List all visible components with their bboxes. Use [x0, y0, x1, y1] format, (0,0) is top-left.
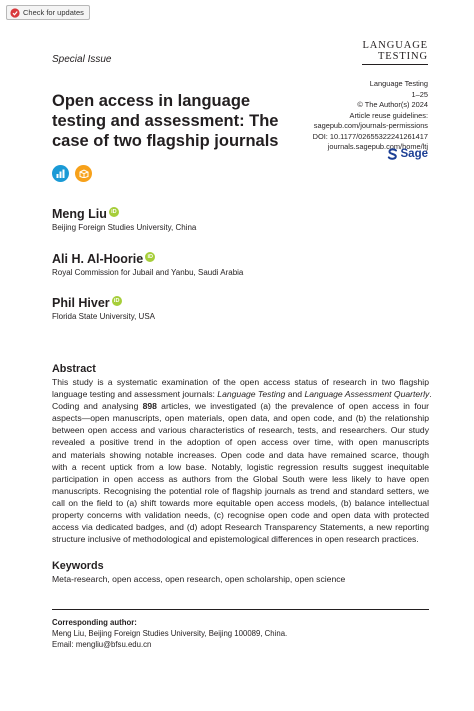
- author-affiliation: Beijing Foreign Studies University, China: [52, 223, 197, 232]
- orcid-icon[interactable]: iD: [145, 252, 155, 262]
- corresponding-email[interactable]: Email: mengliu@bfsu.edu.cn: [52, 640, 152, 649]
- open-materials-badge-icon[interactable]: [75, 165, 92, 182]
- abstract-text: [52, 376, 432, 545]
- title-line: Open access in language: [52, 92, 251, 110]
- meta-pages: 1–25: [411, 89, 428, 99]
- meta-reuse-link[interactable]: sagepub.com/journals-permissions: [313, 121, 428, 130]
- author-affiliation: Florida State University, USA: [52, 312, 155, 321]
- meta-doi[interactable]: DOI: 10.1177/02655322241261417: [312, 131, 428, 141]
- abstract-line: access via dedicated badges, and (d) adopt Research Transparency Statements, a new reporting: [52, 522, 429, 533]
- journal-logo: [362, 40, 428, 65]
- abstract-line: Coding and analysing 898 articles, we investigated (a) the prevalence of open access in four: [52, 401, 429, 412]
- abstract-line: structure inclusive of methodological and epistemological differences in open research practices.: [52, 534, 419, 545]
- author-name-text[interactable]: Meng Liu: [52, 207, 107, 221]
- abstract-line: manuscripts. Recognising the potential role of flagship journals as trend and standard setters, we: [52, 485, 429, 496]
- corresponding-heading: Corresponding author:: [52, 618, 137, 627]
- abstract-line: language testing and assessment journals: Language Testing and Language Assessment Quarterly.: [52, 389, 432, 400]
- abstract-line: and materials showing notable increases. Open code and data have remained scarce, though: [52, 449, 429, 460]
- article-title: [52, 91, 312, 151]
- open-science-badges: [52, 165, 98, 182]
- abstract-line: with a recent uptick from a low base. Notably, logistic regression results suggest inequitable: [52, 461, 429, 472]
- abstract-line: between open access and various characteristics of research, tests, and researchers. Our study: [52, 425, 429, 436]
- author-block: [52, 207, 196, 232]
- bar-chart-icon: [56, 169, 65, 178]
- journal-logo-rule: [362, 64, 428, 65]
- orcid-icon[interactable]: iD: [109, 207, 119, 217]
- journal-logo-line1: LANGUAGE: [362, 40, 428, 51]
- keywords-section: [52, 560, 429, 584]
- sage-logo-icon: [387, 148, 398, 160]
- abstract-heading: Abstract: [52, 363, 96, 375]
- author-affiliation: Royal Commission for Jubail and Yanbu, Saudi Arabia: [52, 268, 244, 277]
- special-issue-label: Special Issue: [52, 54, 112, 65]
- author-name: [52, 252, 243, 266]
- check-for-updates-button[interactable]: [6, 5, 90, 20]
- author-name-text[interactable]: Ali H. Al-Hoorie: [52, 252, 144, 266]
- meta-home-link[interactable]: journals.sagepub.com/home/ltj: [327, 142, 428, 151]
- box-icon: [79, 169, 89, 178]
- check-for-updates-label: Check for updates: [23, 8, 84, 17]
- meta-copyright: © The Author(s) 2024: [357, 100, 428, 109]
- footer-divider: [52, 609, 429, 610]
- author-block: [52, 296, 155, 321]
- title-line: testing and assessment: The: [52, 112, 279, 130]
- corresponding-author: [52, 617, 287, 650]
- abstract-line: revealed a positive trend in the adoption of open access over time, with open manuscripts: [52, 437, 429, 448]
- keywords-heading: Keywords: [52, 560, 104, 572]
- abstract-line: This study is a systematic examination of the open access status of research in two flagship: [52, 377, 429, 387]
- journal-logo-line2: TESTING: [377, 51, 428, 62]
- publisher-logo: [387, 148, 429, 160]
- abstract-line: property concerns with validation needs, (c) recognise open code and open data with protected: [52, 510, 429, 521]
- author-name: [52, 207, 196, 221]
- check-for-updates-icon: [10, 8, 20, 18]
- abstract-section: [52, 363, 432, 545]
- author-name-text[interactable]: Phil Hiver: [52, 296, 110, 310]
- abstract-line: aspects—open manuscripts, open materials, open data, and open code, and (b) the relationship: [52, 413, 429, 424]
- meta-journal: Language Testing: [369, 79, 428, 88]
- orcid-icon[interactable]: iD: [112, 296, 122, 306]
- meta-reuse-label: Article reuse guidelines:: [349, 110, 428, 120]
- keywords-text: Meta-research, open access, open research, open scholarship, open science: [52, 574, 346, 584]
- title-line: case of two flagship journals: [52, 132, 279, 150]
- abstract-line: call on the field to (a) shift towards more equitable open access models, (b) balance intellectual: [52, 497, 429, 508]
- author-name: [52, 296, 155, 310]
- abstract-line: participation in open access as authors from the Global South were less likely to have open: [52, 473, 429, 484]
- open-data-badge-icon[interactable]: [52, 165, 69, 182]
- corresponding-address: Meng Liu, Beijing Foreign Studies University, Beijing 100089, China.: [52, 629, 288, 638]
- publisher-name: Sage: [400, 148, 428, 160]
- author-block: [52, 252, 243, 277]
